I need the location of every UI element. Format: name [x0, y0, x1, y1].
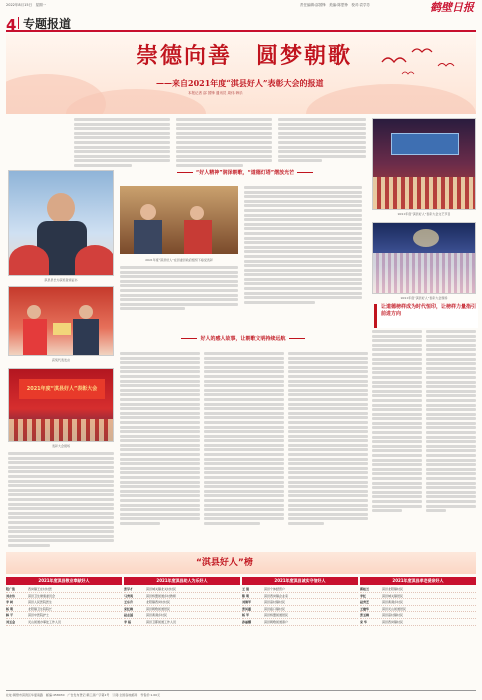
honor-entry: 赵秀芝 淇县黄洞乡村民 [360, 599, 476, 606]
honor-entry: 李 柯 淇县人民医院医生 [6, 599, 122, 606]
body-col-1 [120, 352, 200, 548]
honor-entry: 张学才 淇县城关镇北关村村民 [124, 586, 240, 593]
right-text-col-1 [372, 330, 422, 548]
honor-entry: 刘海军 淇县高村镇村民 [242, 599, 358, 606]
headline: 崇德向善 圆梦朝歌 [136, 43, 353, 69]
byline: 本报记者 邵 国锋 通讯员 周伟 韩乐 [188, 91, 243, 95]
photo-caption: 2021年度“淇县好人”表彰大会现场 [400, 296, 448, 300]
intro-text-col-1 [74, 118, 170, 168]
photo-caption: 2021年度“淇县好人”在县委县政府组织下接受表彰 [145, 258, 213, 262]
honor-column-1 [6, 577, 122, 687]
speaker-photo [8, 170, 114, 276]
honor-entry: 郭桂兰 淇县北阳镇村民 [360, 586, 476, 593]
section-title: 专题报道 [23, 17, 72, 31]
honor-column-heading: 2021年度淇县诚实守信好人 [242, 577, 358, 585]
honor-entry: 马秀英 淇县桥盟街道乡村教师 [124, 593, 240, 600]
honor-entry: 张凤霞 淇县庙口镇村民 [242, 606, 358, 613]
headline-banner [6, 34, 476, 114]
honor-entry: 赵志国 淇县黄洞乡村民 [124, 612, 240, 619]
honor-entry: 刘永伟 淇县卫生健康委员会 [6, 593, 122, 600]
intro-text-col-2 [176, 118, 272, 168]
subhead-3-text: 让道德榜样成为时代恒印，让榜样力量指引前进方向 [381, 304, 477, 317]
honor-entry: 陈 明 淇县西岗镇企业家 [242, 593, 358, 600]
body-col-2 [204, 352, 284, 548]
subhead-1 [120, 170, 370, 182]
honor-entry: 李红 淇县城关镇居民 [360, 593, 476, 600]
photo-caption: 获奖代表发言 [51, 358, 70, 362]
subhead-3 [374, 304, 478, 328]
honor-list-title: “淇县好人”榜 [196, 558, 253, 568]
honor-entry: 宋 华 淇县西岗镇村民 [360, 619, 476, 626]
honor-entry: 王建华 淇县灵山街道居民 [360, 606, 476, 613]
honor-entry: 宋红梅 淇县朝歌街道居民 [124, 606, 240, 613]
honor-entry: 刘玉金 灵山街道办事处工作人员 [6, 619, 122, 626]
subhead-2-text: 好人的感人故事，让朝歌文明持续远航 [200, 336, 286, 342]
subhead-2 [120, 336, 366, 348]
editor-credits: 责任编辑:邵国锋 美编:陈思铮 校对:袁学芳 [300, 3, 371, 7]
photo-caption: 表彰大会现场 [51, 444, 70, 448]
stage-photo [8, 368, 114, 442]
award-photo [8, 286, 114, 356]
honor-list-banner [6, 552, 476, 574]
right-text-col-2 [426, 330, 476, 548]
honor-column-heading: 2021年度淇县敬业奉献好人 [6, 577, 122, 585]
masthead [0, 0, 482, 14]
performance-photo-1 [372, 118, 476, 210]
sub-headline: ——来自2021年度“淇县好人”表彰大会的报道 [156, 78, 324, 88]
honor-entry: 程广铭 西岗镇王庄村村医 [6, 586, 122, 593]
left-bottom-text [8, 452, 114, 548]
decor-cloud [306, 84, 476, 114]
honor-column-3 [242, 577, 358, 687]
middle-text-col-2 [244, 186, 362, 314]
honor-entry: 杨 明 北阳镇卫生院院长 [6, 606, 122, 613]
photo-caption: 2021年度“淇县好人”表彰大会文艺节目 [397, 212, 451, 216]
honor-entry: 李 娟 淇县卫都街道工作人员 [124, 619, 240, 626]
performance-photo-2 [372, 222, 476, 294]
page-footer: 社址:鹤壁市淇滨区华夏南路 邮编:458030 广告发布登记:鹤工商广字第1号 订阅:全国各地邮局 零售价:1.00元 [6, 690, 476, 697]
honor-column-heading: 2021年度淇县助人为乐好人 [124, 577, 240, 585]
honor-entry: 杨 军 淇县桥盟街道居民 [242, 612, 358, 619]
honor-entry: 王 强 淇县个体经营户 [242, 586, 358, 593]
middle-photo-small [120, 186, 238, 258]
honor-entry: 韩 平 淇县中医院护士 [6, 612, 122, 619]
honor-column-2 [124, 577, 240, 687]
doves-icon [372, 42, 468, 82]
body-col-3 [288, 352, 368, 548]
honor-entry: 王东升 北阳镇西岗村村民 [124, 599, 240, 606]
honor-entry: 孙丽娜 淇县朝歌街道商户 [242, 619, 358, 626]
newspaper-logo: 鹤壁日报 [430, 1, 474, 14]
stage-backdrop: 2021年度“淇县好人”表彰大会 [19, 379, 105, 399]
honor-column-heading: 2021年度淇县孝老爱亲好人 [360, 577, 476, 585]
subhead-1-text: “好人精神”润泽朝歌，“道德灯塔”熠放光芒 [195, 170, 295, 176]
honor-entry: 张玉梅 淇县高村镇村民 [360, 612, 476, 619]
section-header [6, 14, 476, 32]
issue-date: 2022年8月15日 星期一 [6, 3, 47, 7]
honor-column-4 [360, 577, 476, 687]
intro-text-col-3 [278, 118, 366, 168]
middle-text-col-1 [120, 266, 238, 318]
section-divider [18, 17, 19, 29]
page-number: 4 [6, 16, 17, 34]
photo-caption: 淇县县长为获奖者颁证书 [44, 278, 78, 282]
